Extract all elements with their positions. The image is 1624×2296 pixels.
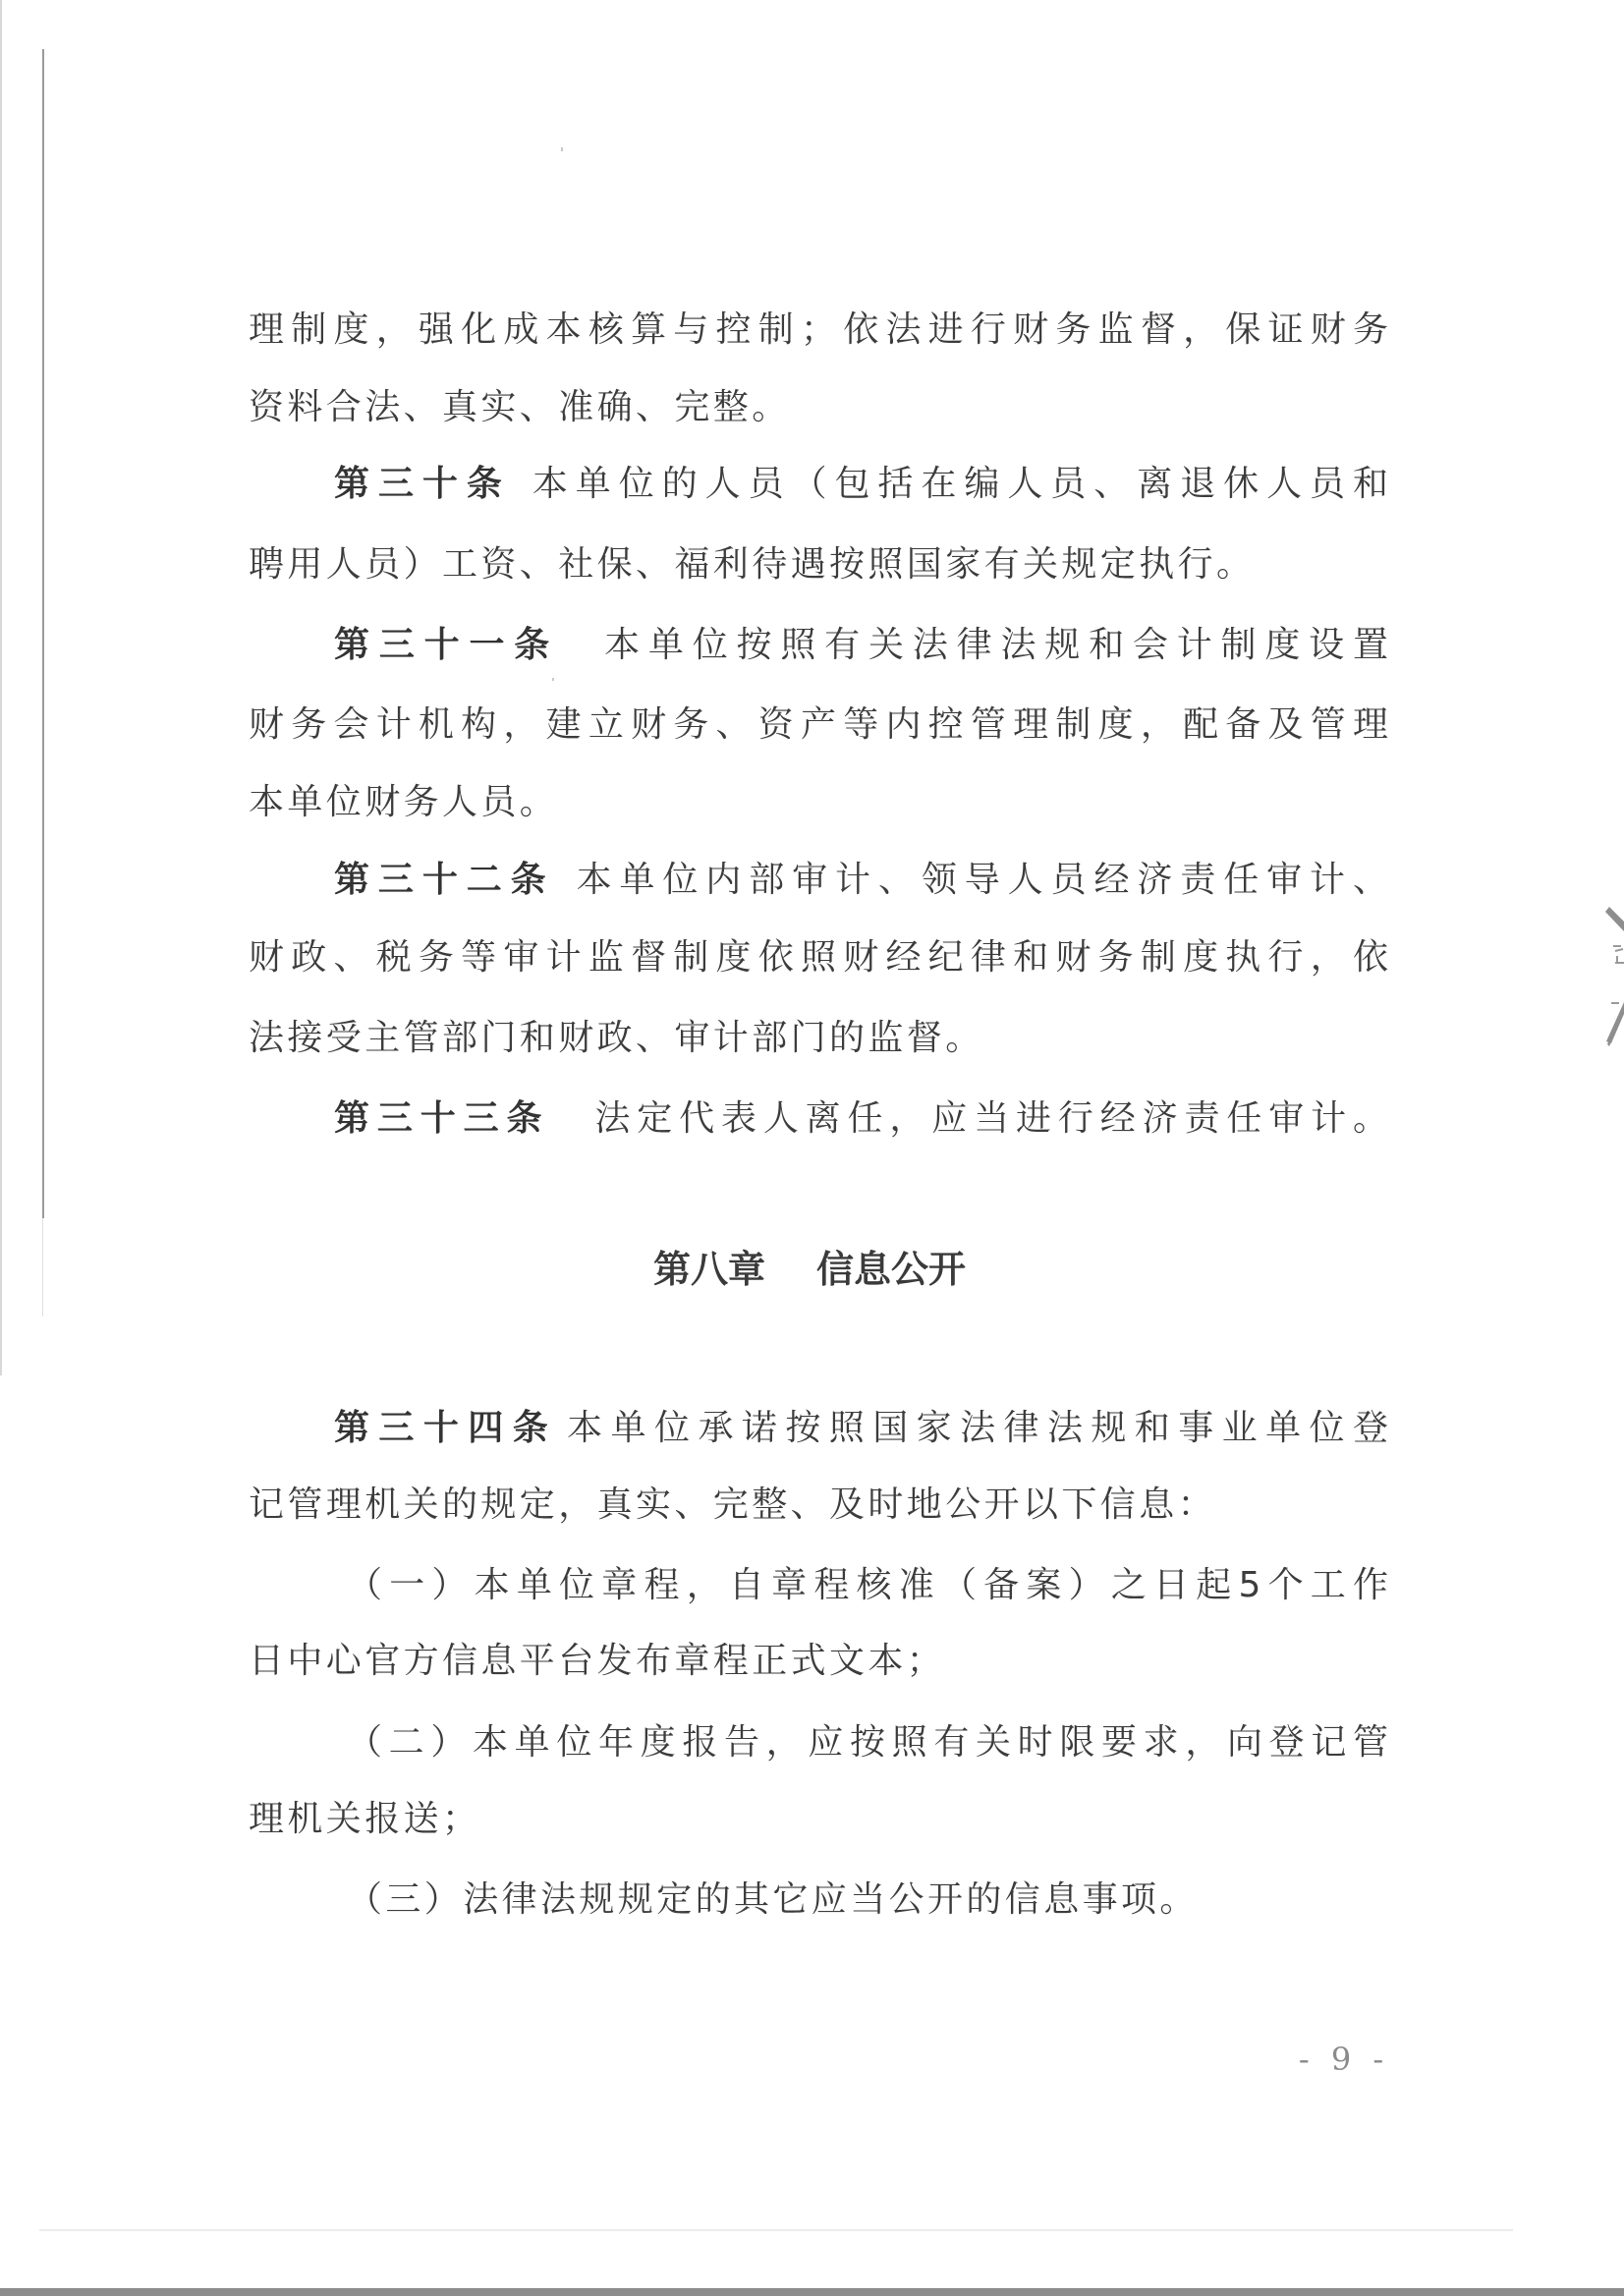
article-31 bbox=[334, 623, 1388, 668]
binding-line bbox=[42, 49, 44, 1218]
paragraph-line: 财政、税务等审计监督制度依照财经纪律和财务制度执行，依 bbox=[249, 937, 1388, 978]
scan-speck bbox=[561, 147, 563, 151]
article-number: 第三十条 bbox=[334, 464, 511, 504]
scan-rule bbox=[39, 2229, 1513, 2231]
chapter-title: 信息公开 bbox=[816, 1248, 967, 1291]
seal-fragment-icon bbox=[1572, 884, 1624, 1159]
paragraph-line: 财务会计机构，建立财务、资产等内控管理制度，配备及管理 bbox=[249, 704, 1388, 745]
article-text: 法定代表人离任，应当进行经济责任审计。 bbox=[594, 1098, 1388, 1139]
list-item-3: （三）法律法规规定的其它应当公开的信息事项。 bbox=[347, 1879, 1199, 1920]
article-34 bbox=[334, 1406, 1388, 1451]
article-number: 第三十三条 bbox=[334, 1098, 550, 1139]
article-text: 本单位内部审计、领导人员经济责任审计、 bbox=[576, 860, 1388, 900]
paragraph-line: 聘用人员）工资、社保、福利待遇按照国家有关规定执行。 bbox=[249, 544, 1256, 585]
article-number: 第三十一条 bbox=[334, 625, 560, 665]
paragraph-line: 理制度，强化成本核算与控制；依法进行财务监督，保证财务 bbox=[249, 309, 1388, 350]
list-item-1: （一）本单位章程，自章程核准（备案）之日起5个工作 bbox=[347, 1565, 1388, 1605]
scan-edge-left bbox=[0, 0, 2, 1375]
article-text: 本单位承诺按照国家法律法规和事业单位登 bbox=[567, 1408, 1388, 1448]
article-text: 本单位的人员（包括在编人员、离退休人员和 bbox=[532, 464, 1388, 504]
paragraph-line: 理机关报送； bbox=[249, 1799, 481, 1839]
binding-line-faint bbox=[42, 1218, 43, 1316]
list-item-2: （二）本单位年度报告，应按照有关时限要求，向登记管 bbox=[347, 1722, 1388, 1763]
paragraph-line: 本单位财务人员。 bbox=[249, 782, 559, 822]
article-number: 第三十四条 bbox=[334, 1408, 558, 1448]
article-30 bbox=[334, 462, 1388, 507]
chapter-number: 第八章 bbox=[653, 1248, 766, 1291]
chapter-heading bbox=[653, 1246, 987, 1293]
article-number: 第三十二条 bbox=[334, 860, 555, 900]
scan-edge-bottom bbox=[0, 2288, 1624, 2296]
scan-speck bbox=[552, 678, 554, 681]
article-32 bbox=[334, 858, 1388, 903]
paragraph-line: 记管理机关的规定，真实、完整、及时地公开以下信息： bbox=[249, 1484, 1217, 1525]
paragraph-line: 日中心官方信息平台发布章程正式文本； bbox=[249, 1641, 946, 1681]
article-text: 本单位按照有关法律法规和会计制度设置 bbox=[604, 625, 1388, 665]
paragraph-line: 资料合法、真实、准确、完整。 bbox=[249, 387, 791, 427]
paragraph-line: 法接受主管部门和财政、审计部门的监督。 bbox=[249, 1018, 984, 1058]
article-33 bbox=[334, 1096, 1388, 1142]
page-number: - 9 - bbox=[1298, 2041, 1390, 2078]
